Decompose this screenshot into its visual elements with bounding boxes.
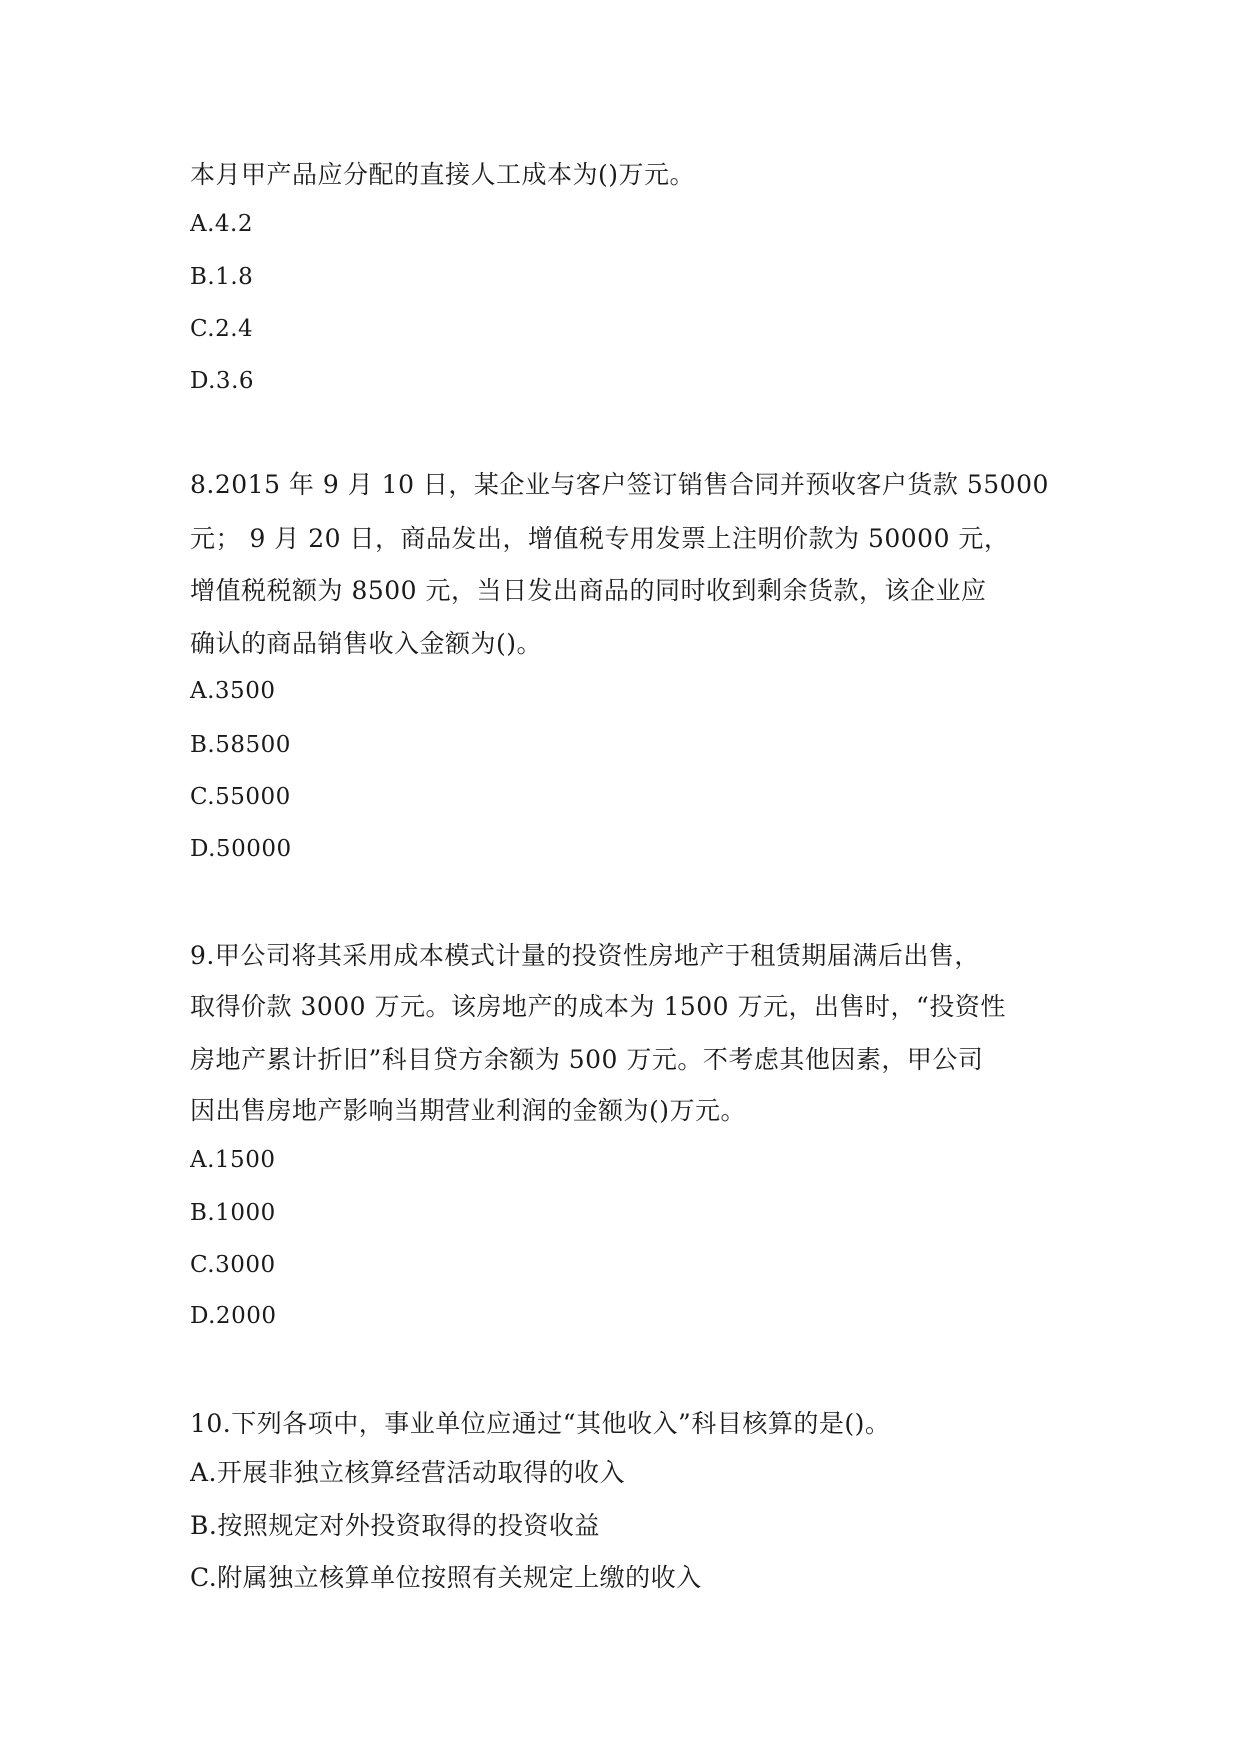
option-d: D.2000 <box>190 1303 277 1329</box>
option-b: B.58500 <box>190 732 291 758</box>
option-c: C.附属独立核算单位按照有关规定上缴的收入 <box>190 1563 702 1592</box>
question-stem-line: 增值税税额为 8500 元，当日发出商品的同时收到剩余货款，该企业应 <box>190 576 987 605</box>
option-d: D.50000 <box>190 836 292 862</box>
question-stem-line: 元； 9 月 20 日，商品发出，增值税专用发票上注明价款为 50000 元， <box>190 524 1010 553</box>
question-stem-line: 因出售房地产影响当期营业利润的金额为()万元。 <box>190 1096 747 1125</box>
option-d: D.3.6 <box>190 368 255 394</box>
option-c: C.3000 <box>190 1252 276 1278</box>
option-c: C.55000 <box>190 784 291 810</box>
option-b: B.1.8 <box>190 264 254 290</box>
option-b: B.按照规定对外投资取得的投资收益 <box>190 1511 600 1540</box>
option-a: A.4.2 <box>190 211 253 237</box>
question-stem-line: 本月甲产品应分配的直接人工成本为()万元。 <box>190 160 696 189</box>
question-stem-line: 房地产累计折旧”科目贷方余额为 500 万元。不考虑其他因素，甲公司 <box>190 1045 984 1074</box>
question-stem-line: 8.2015 年 9 月 10 日，某企业与客户签订销售合同并预收客户货款 55000 <box>190 470 1049 499</box>
question-stem-line: 确认的商品销售收入金额为()。 <box>190 629 543 658</box>
option-c: C.2.4 <box>190 316 254 342</box>
option-a: A.开展非独立核算经营活动取得的收入 <box>190 1458 626 1487</box>
option-a: A.1500 <box>190 1147 276 1173</box>
option-b: B.1000 <box>190 1200 276 1226</box>
option-a: A.3500 <box>190 678 276 704</box>
question-stem-line: 10.下列各项中，事业单位应通过“其他收入”科目核算的是()。 <box>190 1409 891 1438</box>
question-stem-line: 取得价款 3000 万元。该房地产的成本为 1500 万元，出售时，“投资性 <box>190 992 1006 1021</box>
question-stem-line: 9.甲公司将其采用成本模式计量的投资性房地产于租赁期届满后出售， <box>190 941 980 970</box>
